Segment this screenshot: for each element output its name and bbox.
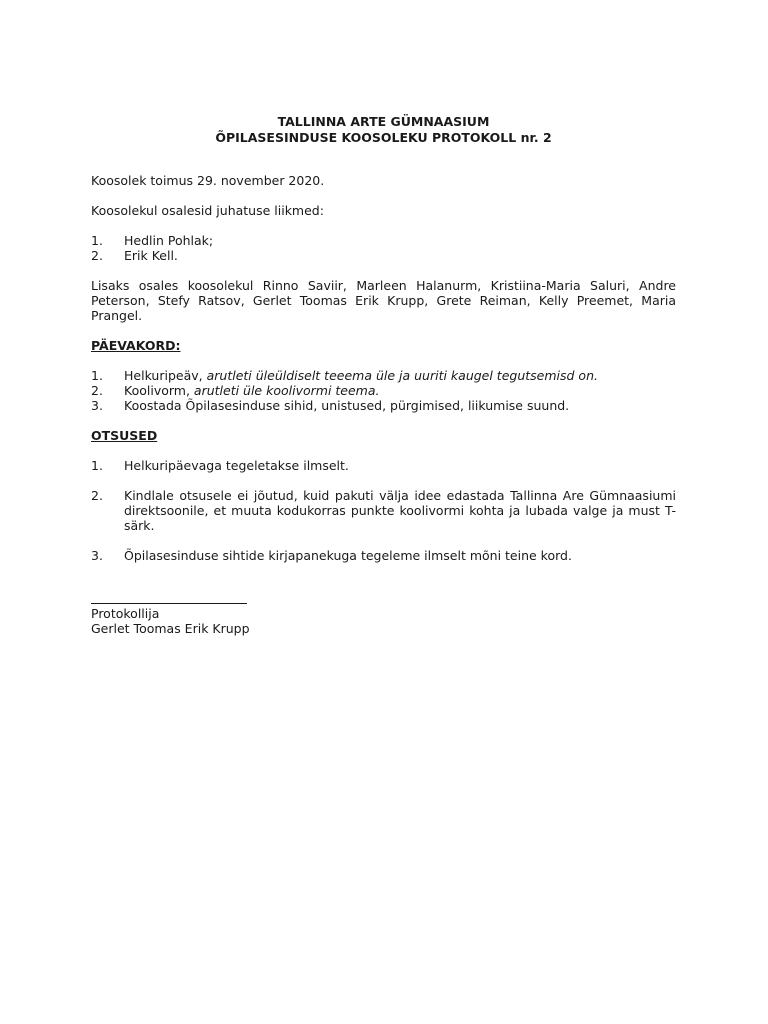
item-number: 2. <box>91 248 103 263</box>
protocol-title: ÕPILASESINDUSE KOOSOLEKU PROTOKOLL nr. 2 <box>215 130 552 145</box>
item-number: 3. <box>91 398 103 413</box>
board-members-list <box>91 233 676 263</box>
list-item <box>91 233 676 248</box>
agenda-item <box>124 398 676 413</box>
decisions-heading: OTSUSED <box>91 428 158 443</box>
signature-block <box>91 593 676 636</box>
agenda-topic: Koolivorm, <box>124 383 194 398</box>
decision-text: Kindlale otsusele ei jõutud, kuid pakuti välja idee edastada Tallinna Are Gümnaasiumi direktsoonile, et muuta kodukorras punkte koolivormi kohta ja lubada valge ja must T-särk. <box>124 488 676 533</box>
signature-line <box>91 593 247 604</box>
item-number: 1. <box>91 233 103 248</box>
signature-name: Gerlet Toomas Erik Krupp <box>91 621 250 636</box>
decision-text: Õpilasesinduse sihtide kirjapanekuga tegeleme ilmselt mõni teine kord. <box>124 548 572 563</box>
decision-text: Helkuripäevaga tegeletakse ilmselt. <box>124 458 349 473</box>
item-number: 1. <box>91 458 103 473</box>
board-member-name: Hedlin Pohlak; <box>124 233 214 248</box>
decisions-list <box>91 458 676 563</box>
agenda-item <box>124 368 676 383</box>
list-item <box>91 488 676 533</box>
document-header <box>91 114 676 146</box>
agenda-list <box>91 368 676 413</box>
agenda-item <box>124 383 676 398</box>
item-number: 1. <box>91 368 103 383</box>
list-item <box>91 383 676 398</box>
list-item <box>91 458 676 473</box>
agenda-note: arutleti üle koolivormi teema. <box>193 383 380 398</box>
board-members-intro: Koosolekul osalesid juhatuse liikmed: <box>91 203 324 218</box>
list-item <box>91 548 676 563</box>
agenda-heading: PÄEVAKORD: <box>91 338 181 353</box>
agenda-note: arutleti üleüldiselt teeema üle ja uuriti kaugel tegutsemisd on. <box>206 368 598 383</box>
meeting-date: Koosolek toimus 29. november 2020. <box>91 173 325 188</box>
school-name: TALLINNA ARTE GÜMNAASIUM <box>277 114 490 129</box>
other-attendees: Lisaks osales koosolekul Rinno Saviir, Marleen Halanurm, Kristiina-Maria Saluri, Andre Peterson, Stefy Ratsov, Gerlet Toomas Erik Krupp, Grete Reiman, Kelly Preemet, Maria Prangel. <box>91 278 676 323</box>
item-number: 2. <box>91 488 103 503</box>
list-item <box>91 398 676 413</box>
list-item <box>91 368 676 383</box>
document-page <box>91 114 676 636</box>
agenda-topic: Helkuripeäv, <box>124 368 207 383</box>
item-number: 2. <box>91 383 103 398</box>
agenda-topic: Koostada Õpilasesinduse sihid, unistused, pürgimised, liikumise suund. <box>124 398 570 413</box>
item-number: 3. <box>91 548 103 563</box>
list-item <box>91 248 676 263</box>
signature-role: Protokollija <box>91 606 160 621</box>
board-member-name: Erik Kell. <box>124 248 178 263</box>
